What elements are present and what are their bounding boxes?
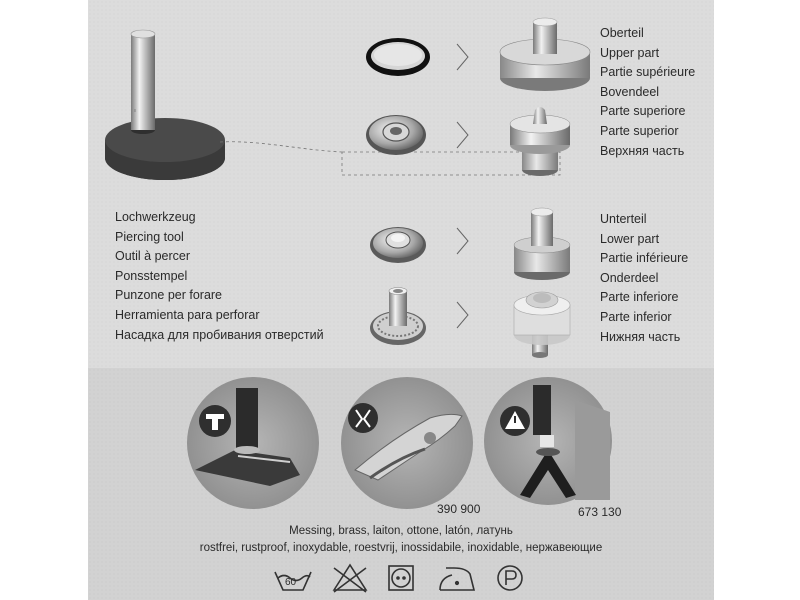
lower-part-label: Parte inferior xyxy=(600,309,672,324)
ring-part xyxy=(366,38,430,76)
upper-part-label: Parte superior xyxy=(600,123,679,138)
lower-die xyxy=(514,208,570,280)
upper-die xyxy=(500,18,590,91)
pliers-icon xyxy=(348,403,378,433)
lower-part-labels xyxy=(600,210,688,347)
piercing-tool-label: Насадка для пробивания отверстий xyxy=(115,327,324,342)
wash-temperature: 60 xyxy=(285,577,297,588)
care-symbols xyxy=(275,565,522,592)
piercing-tool-label: Herramienta para perforar xyxy=(115,307,260,322)
snap-socket xyxy=(366,115,426,155)
upper-die-rounded xyxy=(510,107,570,176)
no-tumble-dry-icon xyxy=(389,566,413,590)
piercing-tool-label: Lochwerkzeug xyxy=(115,210,196,224)
no-bleach-icon xyxy=(334,565,366,592)
lower-part-label: Unterteil xyxy=(600,212,647,226)
piercing-tool-label: Ponsstempel xyxy=(115,268,188,283)
upper-part-label: Parte superiore xyxy=(600,104,686,119)
eyelet-part xyxy=(370,288,426,346)
stand-article-number: 673 130 xyxy=(578,505,622,519)
piercing-tool-labels xyxy=(115,208,324,345)
base-with-pin xyxy=(105,30,225,180)
iron-icon xyxy=(440,568,474,590)
piercing-tool-label: Piercing tool xyxy=(115,229,184,244)
arrow-chevrons xyxy=(457,44,468,328)
upper-part-label: Bovendeel xyxy=(600,84,660,99)
lower-part-label: Нижняя часть xyxy=(600,329,681,344)
hammer-usage-circle xyxy=(187,377,319,509)
rustproof-line: rostfrei, rustproof, inoxydable, roestvrij, inossidabile, inoxidable, нержавеющие xyxy=(199,542,603,554)
lower-part-label: Partie inférieure xyxy=(600,251,689,266)
upper-part-label: Partie supérieure xyxy=(600,65,696,80)
material-line: Messing, brass, laiton, ottone, latón, латунь xyxy=(289,525,513,537)
press-stud xyxy=(370,227,426,263)
lower-part-label: Onderdeel xyxy=(600,270,659,285)
dry-clean-p-icon xyxy=(498,566,522,590)
upper-part-label: Upper part xyxy=(600,45,660,60)
piercing-tool-label: Punzone per forare xyxy=(115,288,223,303)
lower-part-label: Lower part xyxy=(600,231,660,246)
lower-part-label: Parte inferiore xyxy=(600,290,679,305)
pliers-usage-circle xyxy=(341,377,473,509)
pliers-article-number: 390 900 xyxy=(437,502,481,516)
upper-part-label: Oberteil xyxy=(600,26,644,40)
upper-part-label: Верхняя часть xyxy=(600,143,685,158)
translucent-lower-die xyxy=(514,292,570,358)
piercing-tool-label: Outil à percer xyxy=(115,249,191,264)
stand-usage-circle xyxy=(484,377,612,505)
upper-part-labels xyxy=(600,24,695,161)
